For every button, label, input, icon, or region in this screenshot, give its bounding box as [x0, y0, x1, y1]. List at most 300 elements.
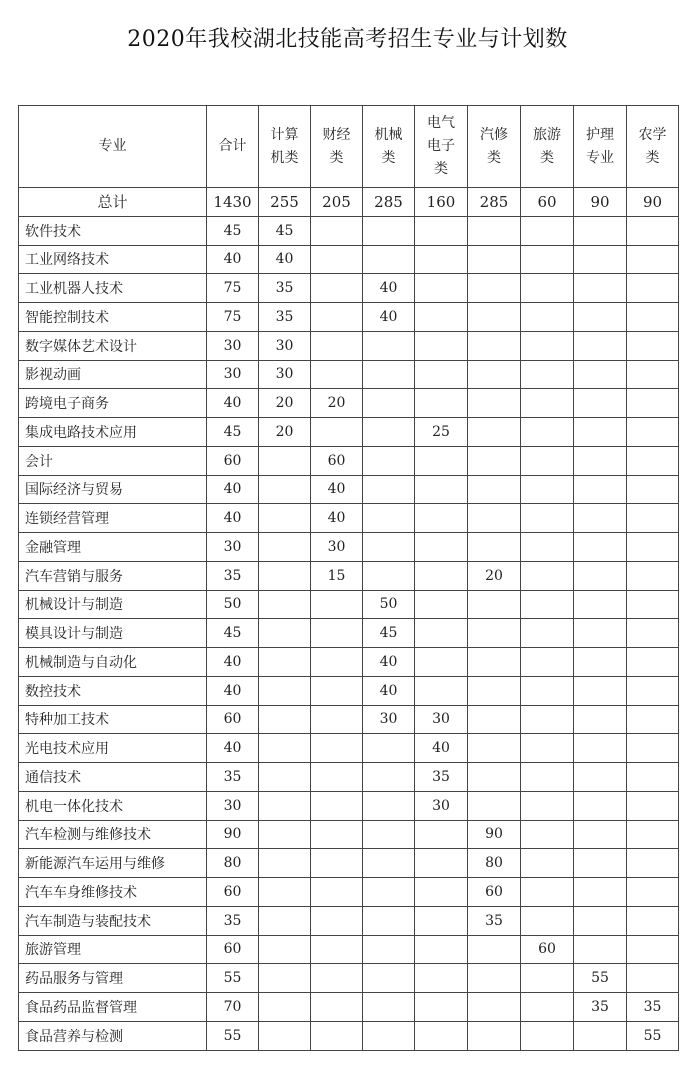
quota-cell: 35 [207, 906, 259, 935]
quota-cell [521, 619, 574, 648]
table-row [19, 245, 679, 274]
quota-cell: 40 [363, 648, 415, 677]
table-row [19, 504, 679, 533]
quota-cell: 30 [259, 360, 311, 389]
table-row [19, 475, 679, 504]
quota-cell [521, 331, 574, 360]
quota-cell [259, 446, 311, 475]
quota-cell [627, 935, 679, 964]
quota-cell [311, 935, 363, 964]
quota-cell [521, 216, 574, 245]
quota-cell [363, 1021, 415, 1050]
table-row [19, 676, 679, 705]
quota-cell: 60 [207, 446, 259, 475]
quota-cell: 30 [415, 705, 468, 734]
quota-cell [521, 475, 574, 504]
quota-cell [415, 906, 468, 935]
quota-cell [468, 1021, 521, 1050]
quota-cell: 55 [207, 964, 259, 993]
table-row [19, 216, 679, 245]
table-row [19, 820, 679, 849]
quota-cell [627, 561, 679, 590]
column-header: 旅游 类 [521, 106, 574, 188]
table-row [19, 303, 679, 332]
major-name-cell: 特种加工技术 [19, 705, 207, 734]
quota-cell [363, 360, 415, 389]
table-row [19, 590, 679, 619]
quota-cell [468, 245, 521, 274]
column-header: 电气 电子 类 [415, 106, 468, 188]
quota-cell [574, 878, 627, 907]
quota-cell: 50 [207, 590, 259, 619]
quota-cell [259, 878, 311, 907]
quota-cell [468, 418, 521, 447]
quota-cell [468, 533, 521, 562]
quota-cell: 50 [363, 590, 415, 619]
quota-cell [259, 791, 311, 820]
quota-cell [311, 878, 363, 907]
quota-cell: 35 [207, 763, 259, 792]
quota-cell [627, 504, 679, 533]
quota-cell [311, 648, 363, 677]
quota-cell [311, 964, 363, 993]
quota-cell [363, 418, 415, 447]
quota-cell [627, 878, 679, 907]
quota-cell [363, 820, 415, 849]
quota-cell [627, 303, 679, 332]
quota-cell [521, 763, 574, 792]
quota-cell [521, 791, 574, 820]
major-name-cell: 机械制造与自动化 [19, 648, 207, 677]
quota-cell [521, 590, 574, 619]
total-cell: 60 [521, 188, 574, 217]
quota-cell [468, 504, 521, 533]
quota-cell [521, 360, 574, 389]
quota-cell [415, 993, 468, 1022]
quota-cell [415, 533, 468, 562]
quota-cell: 40 [207, 676, 259, 705]
major-name-cell: 数控技术 [19, 676, 207, 705]
major-name-cell: 汽车制造与装配技术 [19, 906, 207, 935]
quota-cell [259, 1021, 311, 1050]
table-row [19, 878, 679, 907]
quota-cell [521, 418, 574, 447]
page-title: 2020年我校湖北技能高考招生专业与计划数 [127, 27, 568, 52]
quota-cell: 20 [259, 418, 311, 447]
quota-cell [311, 360, 363, 389]
quota-cell [468, 619, 521, 648]
quota-cell [468, 648, 521, 677]
quota-cell [468, 331, 521, 360]
quota-cell [574, 303, 627, 332]
quota-cell [627, 705, 679, 734]
quota-cell [574, 504, 627, 533]
total-cell: 160 [415, 188, 468, 217]
quota-cell [363, 993, 415, 1022]
quota-cell [627, 590, 679, 619]
table-row [19, 533, 679, 562]
quota-cell [259, 648, 311, 677]
quota-cell: 20 [311, 389, 363, 418]
quota-cell [415, 590, 468, 619]
quota-cell [415, 303, 468, 332]
major-name-cell: 药品服务与管理 [19, 964, 207, 993]
quota-cell: 45 [363, 619, 415, 648]
quota-cell [468, 705, 521, 734]
table-row [19, 791, 679, 820]
quota-cell [627, 216, 679, 245]
quota-cell [574, 533, 627, 562]
quota-cell: 40 [311, 475, 363, 504]
major-name-cell: 通信技术 [19, 763, 207, 792]
quota-cell [311, 274, 363, 303]
quota-cell: 40 [363, 274, 415, 303]
quota-cell [574, 763, 627, 792]
quota-cell [415, 475, 468, 504]
quota-cell [311, 590, 363, 619]
quota-cell: 40 [259, 245, 311, 274]
quota-cell: 30 [311, 533, 363, 562]
quota-cell [363, 331, 415, 360]
table-row [19, 389, 679, 418]
quota-cell [521, 878, 574, 907]
quota-cell [259, 964, 311, 993]
quota-cell [415, 964, 468, 993]
quota-cell [521, 1021, 574, 1050]
quota-cell [521, 648, 574, 677]
major-name-cell: 模具设计与制造 [19, 619, 207, 648]
quota-cell [574, 590, 627, 619]
quota-cell [468, 993, 521, 1022]
quota-cell: 75 [207, 274, 259, 303]
enrollment-plan-table [18, 105, 679, 1051]
major-name-cell: 工业网络技术 [19, 245, 207, 274]
quota-cell [415, 504, 468, 533]
major-name-cell: 机电一体化技术 [19, 791, 207, 820]
quota-cell [468, 734, 521, 763]
major-name-cell: 连锁经营管理 [19, 504, 207, 533]
quota-cell [259, 619, 311, 648]
major-name-cell: 软件技术 [19, 216, 207, 245]
quota-cell [363, 389, 415, 418]
quota-cell: 40 [207, 734, 259, 763]
table-row [19, 849, 679, 878]
quota-cell [574, 446, 627, 475]
quota-cell [468, 274, 521, 303]
major-name-cell: 汽车检测与维修技术 [19, 820, 207, 849]
quota-cell [521, 964, 574, 993]
quota-cell [574, 676, 627, 705]
quota-cell [574, 734, 627, 763]
major-name-cell: 金融管理 [19, 533, 207, 562]
quota-cell [311, 705, 363, 734]
quota-cell [468, 964, 521, 993]
quota-cell [311, 791, 363, 820]
quota-cell [259, 906, 311, 935]
quota-cell [574, 274, 627, 303]
quota-cell: 40 [207, 389, 259, 418]
table-header-row [19, 106, 679, 188]
quota-cell [311, 1021, 363, 1050]
quota-cell: 40 [363, 676, 415, 705]
quota-cell [415, 331, 468, 360]
quota-cell: 45 [207, 619, 259, 648]
table-row [19, 705, 679, 734]
quota-cell [363, 878, 415, 907]
column-header: 计算 机类 [259, 106, 311, 188]
quota-cell [574, 389, 627, 418]
quota-cell [415, 648, 468, 677]
quota-cell [521, 705, 574, 734]
quota-cell [363, 964, 415, 993]
quota-cell [259, 504, 311, 533]
quota-cell [627, 676, 679, 705]
quota-cell: 40 [207, 648, 259, 677]
quota-cell [415, 878, 468, 907]
quota-cell [627, 791, 679, 820]
quota-cell [574, 619, 627, 648]
quota-cell [521, 245, 574, 274]
major-name-cell: 机械设计与制造 [19, 590, 207, 619]
total-cell: 205 [311, 188, 363, 217]
quota-cell [468, 446, 521, 475]
quota-cell [363, 245, 415, 274]
quota-cell [311, 418, 363, 447]
total-label: 总计 [19, 188, 207, 217]
quota-cell [574, 705, 627, 734]
major-name-cell: 旅游管理 [19, 935, 207, 964]
quota-cell: 80 [468, 849, 521, 878]
quota-cell: 40 [207, 504, 259, 533]
quota-cell [468, 763, 521, 792]
table-row [19, 648, 679, 677]
quota-cell: 60 [521, 935, 574, 964]
quota-cell [627, 619, 679, 648]
quota-cell: 30 [259, 331, 311, 360]
quota-cell [363, 504, 415, 533]
quota-cell [259, 475, 311, 504]
major-name-cell: 食品药品监督管理 [19, 993, 207, 1022]
quota-cell [311, 619, 363, 648]
quota-cell: 25 [415, 418, 468, 447]
quota-cell [627, 763, 679, 792]
quota-cell [521, 734, 574, 763]
quota-cell [627, 475, 679, 504]
column-header: 专业 [19, 106, 207, 188]
quota-cell [415, 245, 468, 274]
quota-cell [311, 331, 363, 360]
quota-cell [363, 216, 415, 245]
major-name-cell: 跨境电子商务 [19, 389, 207, 418]
quota-cell [627, 389, 679, 418]
quota-cell [521, 504, 574, 533]
quota-cell [415, 849, 468, 878]
quota-cell: 30 [363, 705, 415, 734]
quota-cell: 30 [207, 533, 259, 562]
quota-cell [363, 791, 415, 820]
quota-cell [468, 389, 521, 418]
quota-cell: 90 [468, 820, 521, 849]
quota-cell [521, 446, 574, 475]
quota-cell [363, 561, 415, 590]
quota-cell [521, 820, 574, 849]
quota-cell: 35 [259, 274, 311, 303]
quota-cell [468, 791, 521, 820]
table-body [19, 188, 679, 1051]
table-row [19, 274, 679, 303]
quota-cell [627, 245, 679, 274]
quota-cell [311, 906, 363, 935]
quota-cell [521, 561, 574, 590]
quota-cell [415, 820, 468, 849]
quota-cell [574, 906, 627, 935]
quota-cell [627, 533, 679, 562]
quota-cell [574, 935, 627, 964]
column-header: 汽修 类 [468, 106, 521, 188]
quota-cell [311, 245, 363, 274]
quota-cell [627, 734, 679, 763]
quota-cell [415, 274, 468, 303]
quota-cell: 35 [468, 906, 521, 935]
quota-cell: 40 [363, 303, 415, 332]
major-name-cell: 国际经济与贸易 [19, 475, 207, 504]
quota-cell [521, 389, 574, 418]
quota-cell [574, 561, 627, 590]
quota-cell [574, 1021, 627, 1050]
quota-cell [415, 360, 468, 389]
quota-cell: 35 [415, 763, 468, 792]
quota-cell [259, 533, 311, 562]
quota-cell [363, 763, 415, 792]
major-name-cell: 光电技术应用 [19, 734, 207, 763]
total-cell: 285 [363, 188, 415, 217]
table-row [19, 360, 679, 389]
table-row [19, 906, 679, 935]
quota-cell [259, 993, 311, 1022]
major-name-cell: 汽车车身维修技术 [19, 878, 207, 907]
quota-cell: 75 [207, 303, 259, 332]
table-row [19, 331, 679, 360]
quota-cell: 60 [207, 878, 259, 907]
quota-cell [259, 734, 311, 763]
total-cell: 90 [574, 188, 627, 217]
quota-cell [574, 360, 627, 389]
quota-cell [468, 303, 521, 332]
quota-cell: 30 [207, 331, 259, 360]
total-cell: 90 [627, 188, 679, 217]
major-name-cell: 数字媒体艺术设计 [19, 331, 207, 360]
quota-cell [521, 533, 574, 562]
major-name-cell: 汽车营销与服务 [19, 561, 207, 590]
quota-cell: 45 [207, 418, 259, 447]
quota-cell [627, 274, 679, 303]
quota-cell [627, 418, 679, 447]
quota-cell: 55 [574, 964, 627, 993]
quota-cell [627, 820, 679, 849]
quota-cell [259, 705, 311, 734]
quota-cell [363, 935, 415, 964]
total-cell: 285 [468, 188, 521, 217]
major-name-cell: 智能控制技术 [19, 303, 207, 332]
quota-cell: 15 [311, 561, 363, 590]
quota-cell [415, 561, 468, 590]
quota-cell [627, 648, 679, 677]
quota-cell [311, 993, 363, 1022]
quota-cell: 20 [259, 389, 311, 418]
major-name-cell: 新能源汽车运用与维修 [19, 849, 207, 878]
quota-cell [415, 1021, 468, 1050]
quota-cell [259, 763, 311, 792]
quota-cell [259, 590, 311, 619]
quota-cell [415, 935, 468, 964]
quota-cell [259, 561, 311, 590]
quota-cell: 30 [415, 791, 468, 820]
table-row [19, 619, 679, 648]
quota-cell: 55 [627, 1021, 679, 1050]
table-row [19, 993, 679, 1022]
major-name-cell: 食品营养与检测 [19, 1021, 207, 1050]
column-header: 护理 专业 [574, 106, 627, 188]
column-header: 合计 [207, 106, 259, 188]
total-cell: 1430 [207, 188, 259, 217]
quota-cell [574, 791, 627, 820]
quota-cell [415, 446, 468, 475]
quota-cell [468, 475, 521, 504]
quota-cell [259, 849, 311, 878]
quota-cell [259, 676, 311, 705]
major-name-cell: 会计 [19, 446, 207, 475]
quota-cell: 60 [207, 935, 259, 964]
quota-cell [574, 245, 627, 274]
quota-cell: 30 [207, 791, 259, 820]
major-name-cell: 集成电路技术应用 [19, 418, 207, 447]
quota-cell [574, 648, 627, 677]
quota-cell: 45 [259, 216, 311, 245]
table-row [19, 418, 679, 447]
table-row [19, 964, 679, 993]
quota-cell [574, 820, 627, 849]
quota-cell [363, 475, 415, 504]
quota-cell [521, 849, 574, 878]
quota-cell [574, 331, 627, 360]
quota-cell: 70 [207, 993, 259, 1022]
quota-cell [415, 676, 468, 705]
quota-cell: 40 [207, 245, 259, 274]
quota-cell [259, 820, 311, 849]
quota-cell [627, 906, 679, 935]
quota-cell [311, 820, 363, 849]
table-row [19, 763, 679, 792]
total-row [19, 188, 679, 217]
quota-cell [415, 619, 468, 648]
quota-cell [627, 360, 679, 389]
quota-cell: 20 [468, 561, 521, 590]
quota-cell [521, 303, 574, 332]
column-header: 机械 类 [363, 106, 415, 188]
major-name-cell: 影视动画 [19, 360, 207, 389]
quota-cell [468, 590, 521, 619]
quota-cell: 40 [311, 504, 363, 533]
quota-cell [521, 676, 574, 705]
column-header: 农学 类 [627, 106, 679, 188]
quota-cell [415, 389, 468, 418]
table-row [19, 446, 679, 475]
quota-cell: 90 [207, 820, 259, 849]
quota-cell [574, 418, 627, 447]
quota-cell [311, 303, 363, 332]
quota-cell: 40 [207, 475, 259, 504]
quota-cell [627, 964, 679, 993]
